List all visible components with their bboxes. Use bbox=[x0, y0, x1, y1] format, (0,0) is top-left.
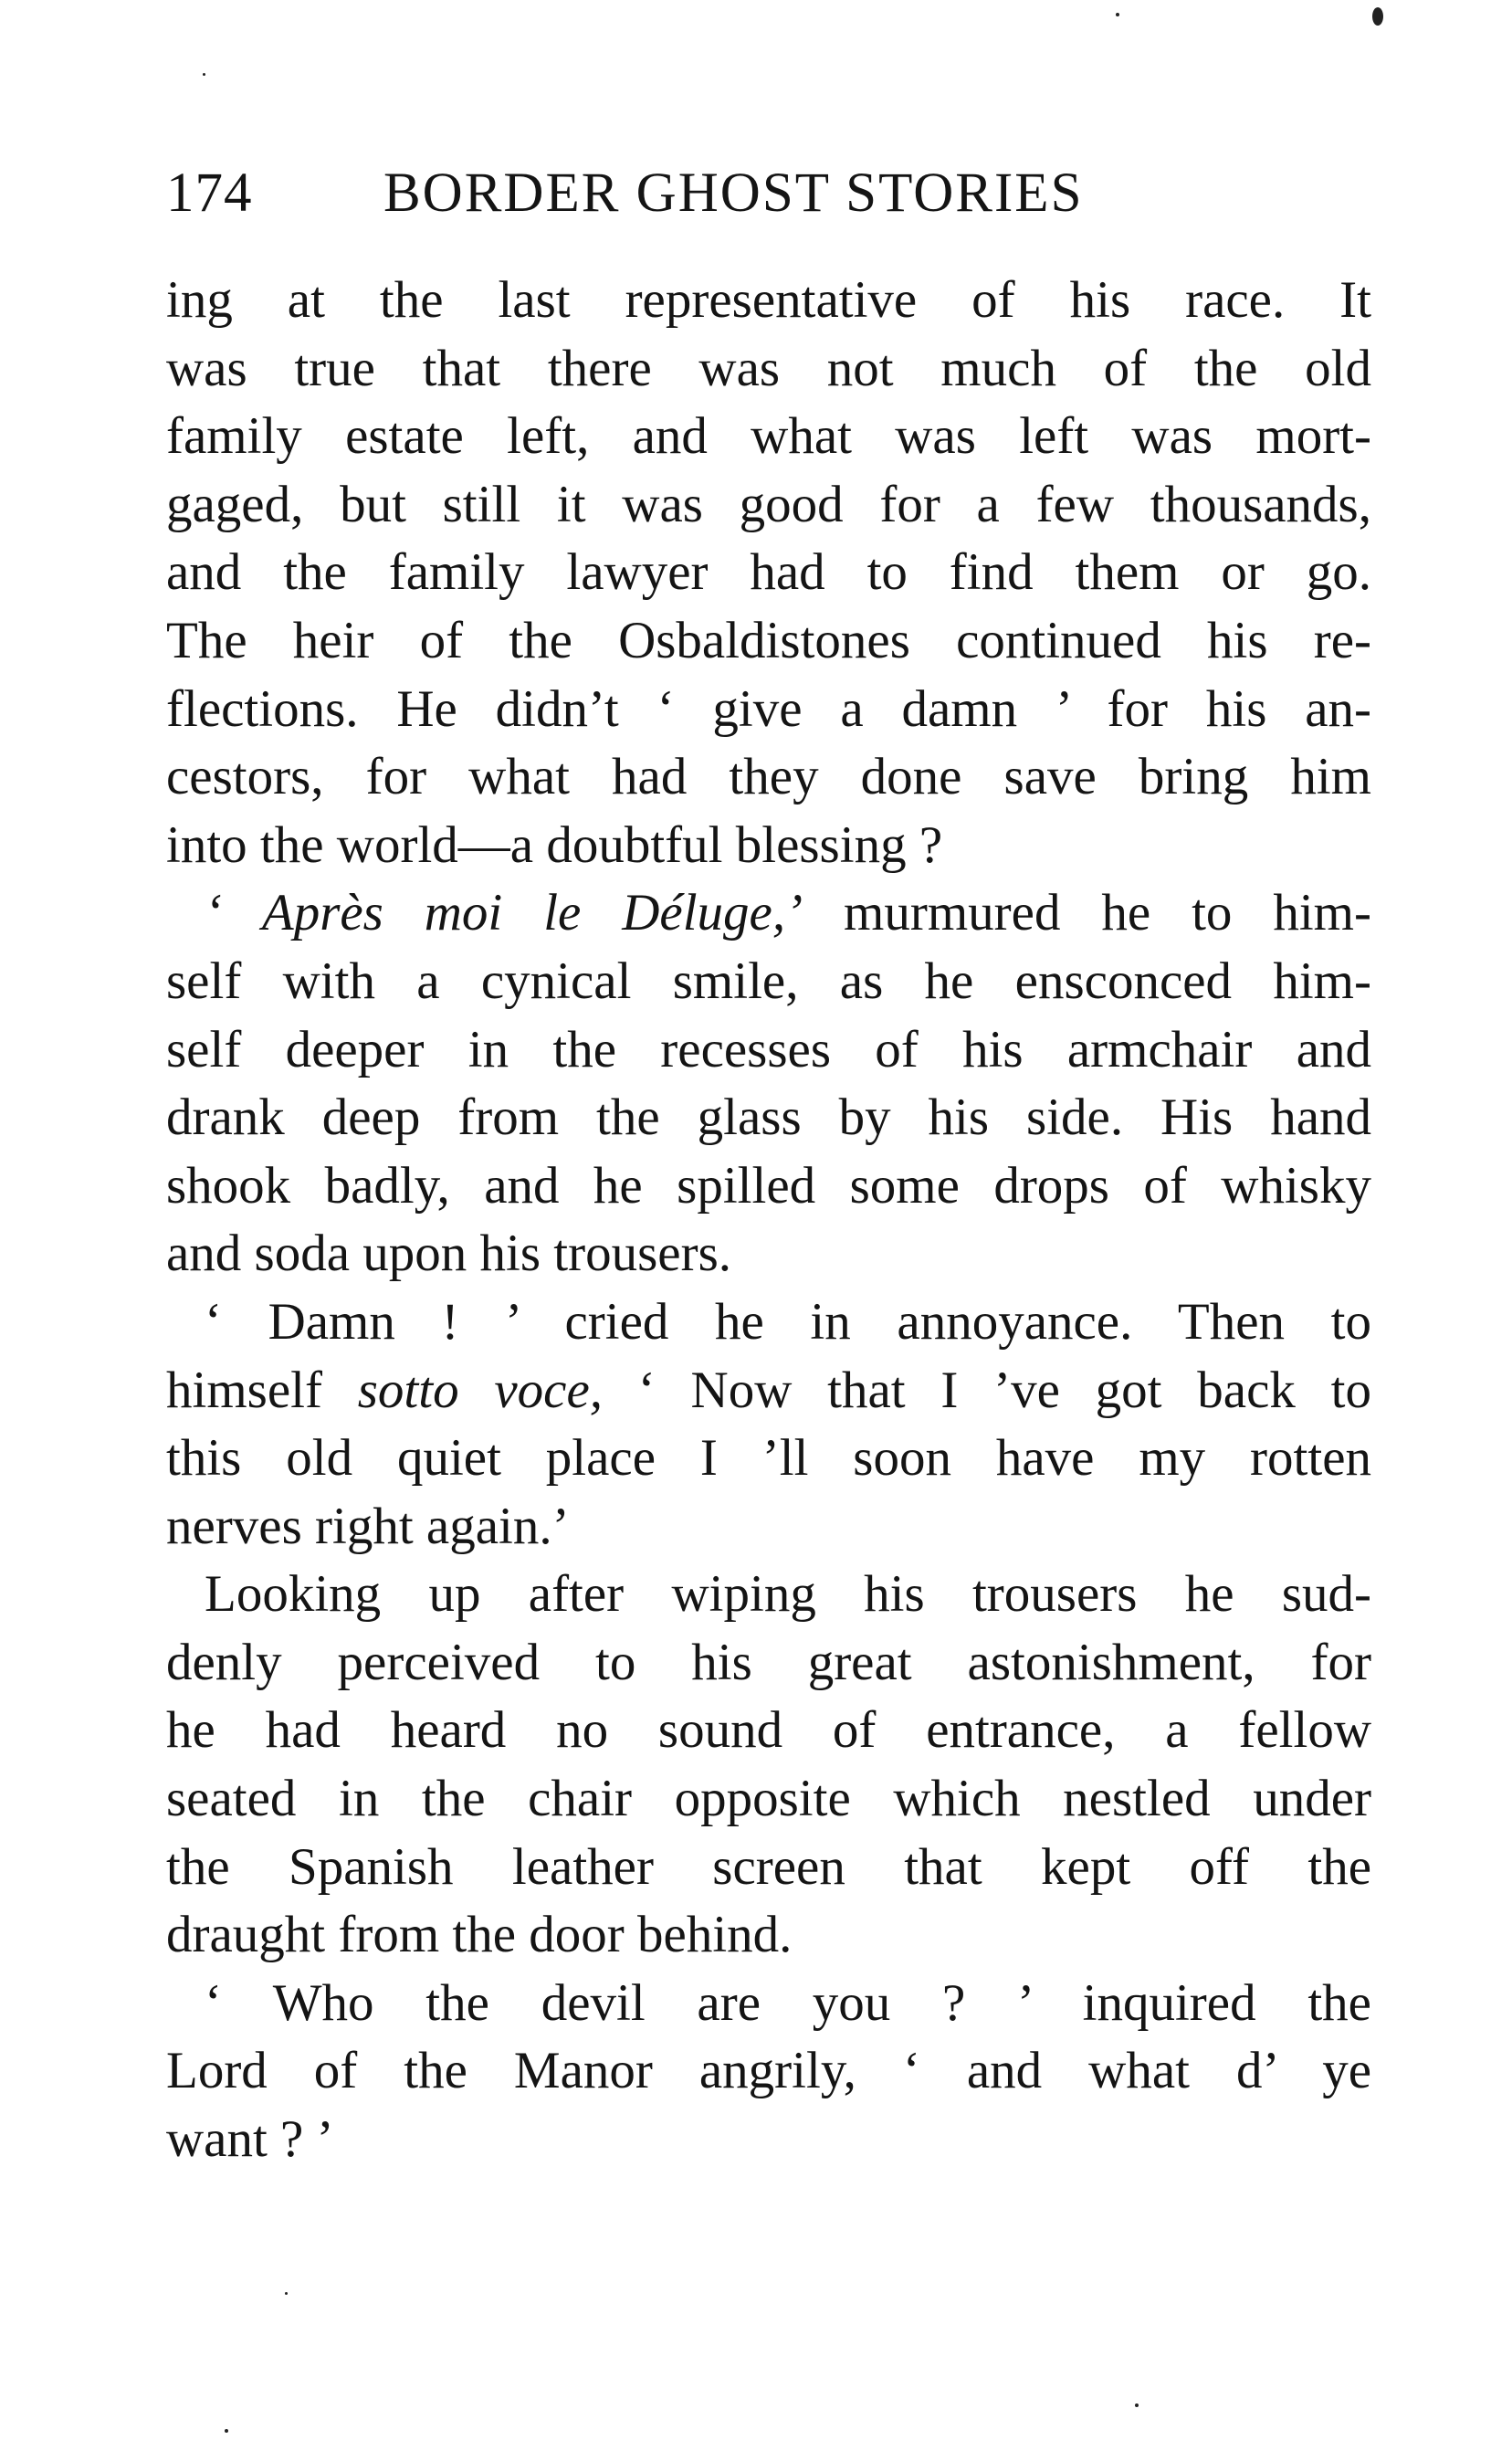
text-segment: himself bbox=[166, 1361, 358, 1419]
body-text bbox=[166, 267, 1371, 2174]
text-line: ing at the last representative of his race. It bbox=[166, 271, 1371, 329]
ink-speck bbox=[285, 2292, 288, 2295]
text-segment: ‘ Now that I ’ve got back to bbox=[603, 1361, 1371, 1419]
italic-phrase: ‘ Après moi le Déluge,’ bbox=[205, 884, 803, 942]
text-line: self with a cynical smile, as he ensconced him- bbox=[166, 952, 1371, 1010]
text-line: and the family lawyer had to find them or go. bbox=[166, 543, 1371, 602]
page-number: 174 bbox=[166, 163, 253, 224]
running-title: BORDER GHOST STORIES bbox=[383, 163, 1084, 224]
text-line: cestors, for what had they done save bring him bbox=[166, 748, 1371, 806]
text-line: Lord of the Manor angrily, ‘ and what d’ ye bbox=[166, 2042, 1371, 2100]
paragraph-end-line: draught from the door behind. bbox=[166, 1906, 793, 1964]
ink-speck bbox=[1372, 7, 1383, 26]
text-line-italic-mid bbox=[166, 1357, 1371, 1425]
ink-speck bbox=[225, 2429, 228, 2433]
page-header bbox=[166, 157, 1371, 230]
text-line: Looking up after wiping his trousers he sud- bbox=[205, 1565, 1371, 1624]
paragraph-end-line: nerves right again.’ bbox=[166, 1497, 570, 1555]
paragraph-end-line: and soda upon his trousers. bbox=[166, 1225, 732, 1283]
text-line: drank deep from the glass by his side. His hand bbox=[166, 1089, 1371, 1147]
text-line: family estate left, and what was left was mort- bbox=[166, 407, 1371, 466]
italic-phrase: sotto voce, bbox=[357, 1361, 604, 1419]
text-line-italic-start bbox=[166, 879, 1371, 948]
ink-speck bbox=[1116, 13, 1119, 16]
text-line: denly perceived to his great astonishment, for bbox=[166, 1633, 1371, 1691]
ink-speck bbox=[203, 73, 205, 76]
text-line: was true that there was not much of the old bbox=[166, 339, 1371, 397]
text-line: ‘ Damn ! ’ cried he in annoyance. Then to bbox=[205, 1292, 1371, 1351]
text-line: shook badly, and he spilled some drops of whisky bbox=[166, 1156, 1371, 1215]
text-line: gaged, but still it was good for a few thousands, bbox=[166, 475, 1371, 533]
text-line: ‘ Who the devil are you ? ’ inquired the bbox=[205, 1973, 1371, 2032]
text-line: seated in the chair opposite which nestled under bbox=[166, 1770, 1371, 1828]
paragraph-end-line: into the world—a doubtful blessing ? bbox=[166, 815, 943, 874]
text-line: he had heard no sound of entrance, a fellow bbox=[166, 1701, 1371, 1760]
text-line: flections. He didn’t ‘ give a damn ’ for his an- bbox=[166, 679, 1371, 738]
text-segment: murmured he to him- bbox=[803, 884, 1371, 942]
text-line: The heir of the Osbaldistones continued his re- bbox=[166, 611, 1371, 669]
text-line: self deeper in the recesses of his armchair and bbox=[166, 1020, 1371, 1078]
text-line: this old quiet place I ’ll soon have my rotten bbox=[166, 1429, 1371, 1488]
text-line: the Spanish leather screen that kept off the bbox=[166, 1837, 1371, 1896]
paragraph-end-line: want ? ’ bbox=[166, 2110, 334, 2169]
ink-speck bbox=[1135, 2403, 1139, 2407]
